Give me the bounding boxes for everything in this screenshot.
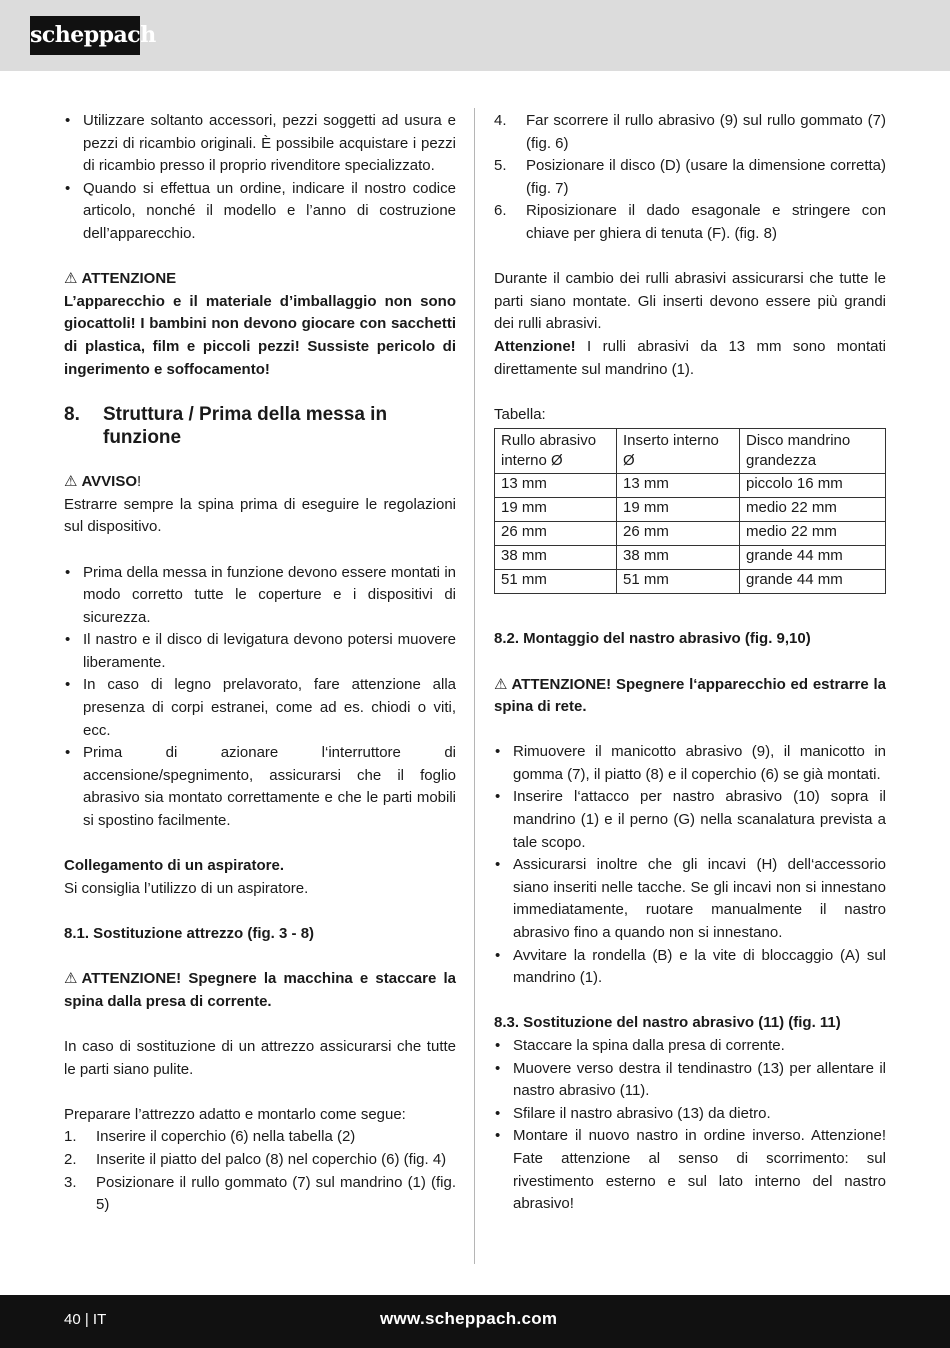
list-item: • Muovere verso destra il tendinastro (13) per allentare il nastro abrasivo (11). <box>494 1058 886 1103</box>
step-item <box>494 110 886 155</box>
attention-text: L’apparecchio e il materiale d’imballaggio non sono giocattoli! I bambini non devono giocare con sacchetti di plastica, film e piccoli pezzi! Sussiste pericolo di ingerimento e soffocamento! <box>64 292 456 378</box>
list-item: • Il nastro e il disco di levigatura devono potersi muovere liberamente. <box>64 629 456 674</box>
table-cell: grande 44 mm <box>740 570 886 594</box>
website-link[interactable]: www.scheppach.com <box>380 1309 558 1328</box>
list-item: • Sfilare il nastro abrasivo (13) da dietro. <box>494 1103 886 1126</box>
table-header-cell: Rullo abrasivo interno Ø <box>495 429 617 474</box>
list-item: • Prima della messa in funzione devono essere montati in modo corretto tutte le coperture e i dispositivi di sicurezza. <box>64 562 456 630</box>
table-header-row <box>495 429 886 474</box>
page-footer <box>0 1295 950 1348</box>
warning-triangle-icon: ⚠ <box>64 473 78 491</box>
prepare-text: Preparare l’attrezzo adatto e montarlo come segue: <box>64 1105 406 1123</box>
change-text: Durante il cambio dei rulli abrasivi assicurarsi che tutte le parti siano montate. Gli inserti devono essere più grandi dei rulli abrasivi. <box>494 270 886 333</box>
attention-note <box>494 336 886 381</box>
table-header-cell: Inserto interno Ø <box>617 429 740 474</box>
warning-text: ATTENZIONE! Spegnere l‘apparecchio ed estrarre la spina di rete. <box>494 675 886 716</box>
warning-text: ATTENZIONE! Spegnere la macchina e staccare la spina dalla presa di corrente. <box>64 970 456 1010</box>
page-header <box>0 0 950 71</box>
aspirator-title: Collegamento di un aspiratore. <box>64 857 285 875</box>
step-text: Posizionare il rullo gommato (7) sul mandrino (1) (fig. 5) <box>96 1173 456 1214</box>
subsection-81-title: 8.1. Sostituzione attrezzo (fig. 3 - 8) <box>64 925 315 942</box>
table-label: Tabella: <box>494 405 546 423</box>
step-number: 3. <box>64 1173 77 1191</box>
table-row <box>495 498 886 522</box>
table-cell: 19 mm <box>617 498 740 522</box>
list-item: • Utilizzare soltanto accessori, pezzi soggetti ad usura e pezzi di ricambio originali. È possibile acquistare i pezzi di ricambio presso il proprio rivenditore specializzato. <box>64 110 456 178</box>
notice-heading <box>64 471 456 494</box>
step-text: Far scorrere il rullo abrasivo (9) sul rullo gommato (7) (fig. 6) <box>526 112 886 152</box>
table-cell: 13 mm <box>495 474 617 498</box>
list-item: • Staccare la spina dalla presa di corrente. <box>494 1035 886 1058</box>
startup-checklist <box>64 562 456 833</box>
right-column <box>494 110 886 1216</box>
table-cell: grande 44 mm <box>740 546 886 570</box>
table-cell: 26 mm <box>495 522 617 546</box>
left-column <box>64 110 456 1217</box>
warning-triangle-icon: ⚠ <box>494 675 508 693</box>
table-header-cell: Disco mandrino grandezza <box>740 429 886 474</box>
steps-list-right <box>494 110 886 246</box>
table-cell: 19 mm <box>495 498 617 522</box>
attention-label: Attenzione! <box>494 337 576 355</box>
step-text: Posizionare il disco (D) (usare la dimensione corretta) (fig. 7) <box>526 157 886 197</box>
list-item: • Quando si effettua un ordine, indicare il nostro codice articolo, nonché il modello e l’anno di costruzione dell’apparecchio. <box>64 178 456 246</box>
step-number: 1. <box>64 1128 77 1146</box>
table-cell: medio 22 mm <box>740 522 886 546</box>
step-number: 5. <box>494 157 507 175</box>
step-number: 4. <box>494 112 507 129</box>
size-table <box>494 428 886 594</box>
list-item: • Rimuovere il manicotto abrasivo (9), il manicotto in gomma (7), il piatto (8) e il coperchio (6) se già montati. <box>494 741 886 786</box>
table-cell: 51 mm <box>495 570 617 594</box>
attention-text: I rulli abrasivi da 13 mm sono montati direttamente sul mandrino (1). <box>494 337 886 378</box>
table-cell: piccolo 16 mm <box>740 474 886 498</box>
warning-triangle-icon: ⚠ <box>64 970 78 988</box>
step-item <box>64 1149 456 1172</box>
table-cell: 51 mm <box>617 570 740 594</box>
step-text: Riposizionare il dado esagonale e stringere con chiave per ghiera di tenuta (F). (fig. 8) <box>526 202 886 242</box>
step-item <box>64 1172 456 1217</box>
subsection-82-warning <box>494 674 886 719</box>
table-cell: 13 mm <box>617 474 740 498</box>
list-item: • Avvitare la rondella (B) e la vite di bloccaggio (A) sul mandrino (1). <box>494 945 886 990</box>
notice-label: AVVISO <box>81 473 138 491</box>
table-row <box>495 570 886 594</box>
step-number: 2. <box>64 1150 77 1168</box>
list-item: • Assicurarsi inoltre che gli incavi (H) dell‘accessorio siano inseriti nelle tacche. Se gli incavi non si innestano immediatamente, ruotare manualmente il nastro abrasivo fino a quando non si innestano. <box>494 854 886 944</box>
replacement-list <box>494 1035 886 1216</box>
aspirator-text: Si consiglia l’utilizzo di un aspiratore. <box>64 879 309 897</box>
table-row <box>495 546 886 570</box>
section-number: 8. <box>64 404 80 426</box>
table-cell: 38 mm <box>617 546 740 570</box>
mounting-list <box>494 741 886 990</box>
steps-list-left <box>64 1126 456 1216</box>
step-item <box>494 200 886 245</box>
section-heading <box>64 403 456 449</box>
subsection-81-warning <box>64 968 456 1013</box>
list-item: • Prima di azionare l‘interruttore di accensione/spegnimento, assicurarsi che il foglio abrasivo sia montato correttamente e che le parti mobili si spostino facilmente. <box>64 742 456 832</box>
step-text: Inserire il coperchio (6) nella tabella (2) <box>96 1128 356 1146</box>
list-item: • Montare il nuovo nastro in ordine inverso. Attenzione! Fate attenzione al senso di scorrimento: sul rivestimento esterno e sul lato interno del nastro abrasivo! <box>494 1125 886 1215</box>
table-cell: 26 mm <box>617 522 740 546</box>
scheppach-logo: scheppach <box>30 16 140 55</box>
column-divider <box>474 108 475 1264</box>
step-item <box>64 1126 456 1149</box>
list-item: • Inserire l‘attacco per nastro abrasivo (10) sopra il mandrino (1) e il perno (G) nella scanalatura prevista a tale scopo. <box>494 786 886 854</box>
step-number: 6. <box>494 202 507 220</box>
subsection-83-title: 8.3. Sostituzione del nastro abrasivo (11) (fig. 11) <box>494 1014 841 1032</box>
notice-text: Estrarre sempre la spina prima di eseguire le regolazioni sul dispositivo. <box>64 495 456 536</box>
page-number: 40 | IT <box>64 1311 107 1328</box>
table-cell: 38 mm <box>495 546 617 570</box>
warning-triangle-icon: ⚠ <box>64 270 78 288</box>
spare-parts-list <box>64 110 456 246</box>
replace-text: In caso di sostituzione di un attrezzo assicurarsi che tutte le parti siano pulite. <box>64 1037 456 1078</box>
attention-label: ATTENZIONE <box>81 270 177 288</box>
list-item: • In caso di legno prelavorato, fare attenzione alla presenza di corpi estranei, come ad es. chiodi o viti, ecc. <box>64 674 456 742</box>
subsection-82-title: 8.2. Montaggio del nastro abrasivo (fig. 9,10) <box>494 630 811 648</box>
step-text: Inserite il piatto del palco (8) nel coperchio (6) (fig. 4) <box>96 1150 447 1168</box>
step-item <box>494 155 886 200</box>
section-title: Struttura / Prima della messa in funzione <box>103 404 388 449</box>
attention-heading <box>64 268 456 291</box>
table-row <box>495 522 886 546</box>
table-cell: medio 22 mm <box>740 498 886 522</box>
notice-exclam: ! <box>137 473 142 491</box>
table-row <box>495 474 886 498</box>
